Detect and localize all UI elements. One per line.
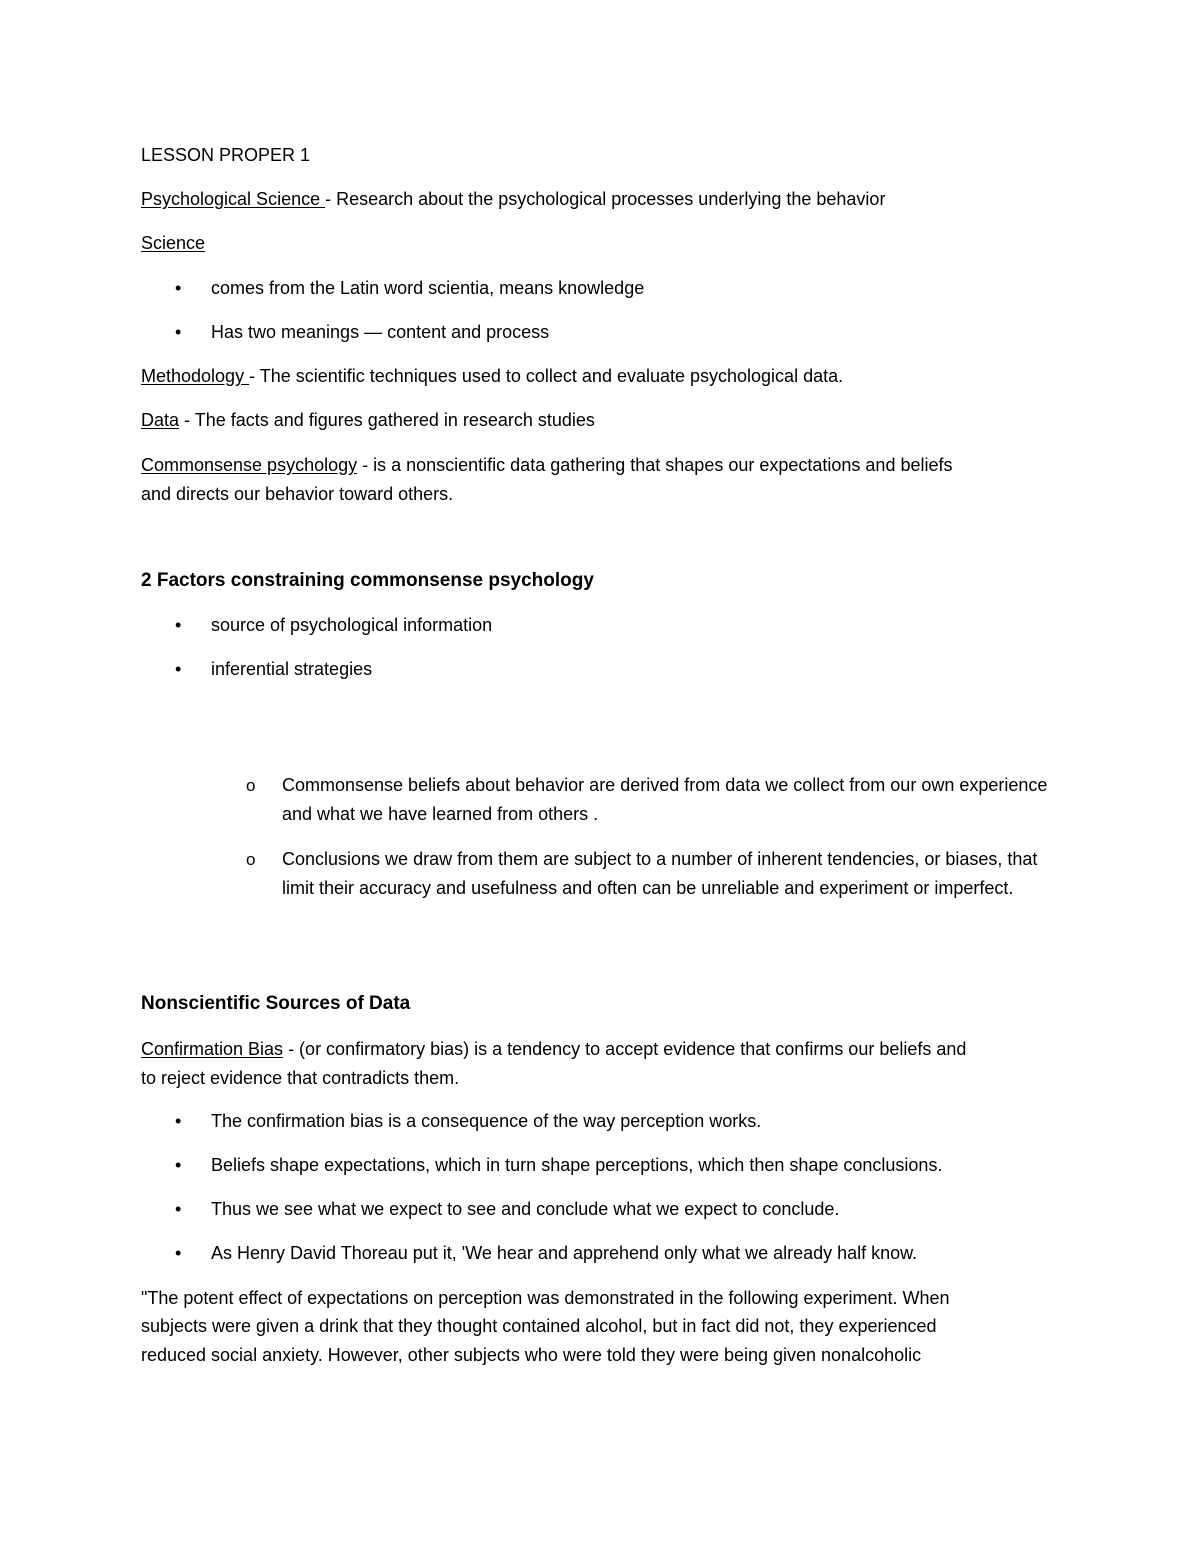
paragraph-line-1: "The potent effect of expectations on perception was demonstrated in the following experiment. When <box>141 1288 950 1308</box>
commonsense-definition-line2: and directs our behavior toward others. <box>141 484 454 504</box>
confirmation-bullet-2: Beliefs shape expectations, which in turn shape perceptions, which then shape conclusions. <box>211 1155 943 1175</box>
data-definition <box>141 406 1061 435</box>
lesson-title: LESSON PROPER 1 <box>141 145 311 165</box>
data-term: Data <box>141 410 180 430</box>
sub-bullet-marker: o <box>246 776 256 795</box>
bullet-marker: • <box>175 1199 182 1219</box>
confirmation-definition-line2: to reject evidence that contradicts them. <box>141 1068 460 1088</box>
commonsense-definition-line1 <box>141 451 1061 480</box>
paragraph-line-3: reduced social anxiety. However, other subjects who were told they were being given nonalcoholic <box>141 1345 922 1365</box>
bullet-marker: • <box>175 659 182 679</box>
bullet-marker: • <box>175 1243 182 1263</box>
methodology-term: Methodology <box>141 366 250 386</box>
confirmation-definition-line1 <box>141 1035 1061 1064</box>
confirmation-text: - (or confirmatory bias) is a tendency to accept evidence that confirms our beliefs and <box>283 1039 967 1059</box>
factors-bullet-1: source of psychological information <box>211 615 493 635</box>
psych-science-term: Psychological Science <box>141 189 326 209</box>
science-heading <box>141 229 1061 258</box>
bullet-marker: • <box>175 1111 182 1131</box>
commonsense-text: - is a nonscientific data gathering that shapes our expectations and beliefs <box>357 455 953 475</box>
bullet-marker: • <box>175 1155 182 1175</box>
sub-bullet-marker: o <box>246 850 256 869</box>
psych-science-definition <box>141 185 1061 214</box>
nonscientific-heading: Nonscientific Sources of Data <box>141 993 411 1014</box>
science-bullet-1: comes from the Latin word scientia, means knowledge <box>211 278 645 298</box>
bullet-marker: • <box>175 322 182 342</box>
factors-heading: 2 Factors constraining commonsense psychology <box>141 570 594 591</box>
science-bullet-2: Has two meanings — content and process <box>211 322 550 342</box>
confirmation-bullet-3: Thus we see what we expect to see and conclude what we expect to conclude. <box>211 1199 840 1219</box>
data-text: - The facts and figures gathered in research studies <box>179 410 595 430</box>
methodology-definition <box>141 362 1061 391</box>
bullet-marker: • <box>175 615 182 635</box>
commonsense-term: Commonsense psychology <box>141 455 358 475</box>
confirmation-bullet-4: As Henry David Thoreau put it, 'We hear and apprehend only what we already half know. <box>211 1243 918 1263</box>
methodology-text: - The scientific techniques used to collect and evaluate psychological data. <box>249 366 844 386</box>
factors-sub-bullet-1: Commonsense beliefs about behavior are derived from data we collect from our own experience and what we have learned from others . <box>282 775 1048 824</box>
confirmation-term: Confirmation Bias <box>141 1039 284 1059</box>
bullet-marker: • <box>175 278 182 298</box>
factors-sub-bullet-2: Conclusions we draw from them are subject to a number of inherent tendencies, or biases, that limit their accuracy and usefulness and often can be unreliable and experiment or imperfect. <box>282 849 1038 898</box>
paragraph-line-2: subjects were given a drink that they thought contained alcohol, but in fact did not, they experienced <box>141 1316 937 1336</box>
factors-bullet-2: inferential strategies <box>211 659 373 679</box>
psych-science-text: - Research about the psychological processes underlying the behavior <box>325 189 886 209</box>
science-term: Science <box>141 233 206 253</box>
confirmation-bullet-1: The confirmation bias is a consequence of the way perception works. <box>211 1111 762 1131</box>
